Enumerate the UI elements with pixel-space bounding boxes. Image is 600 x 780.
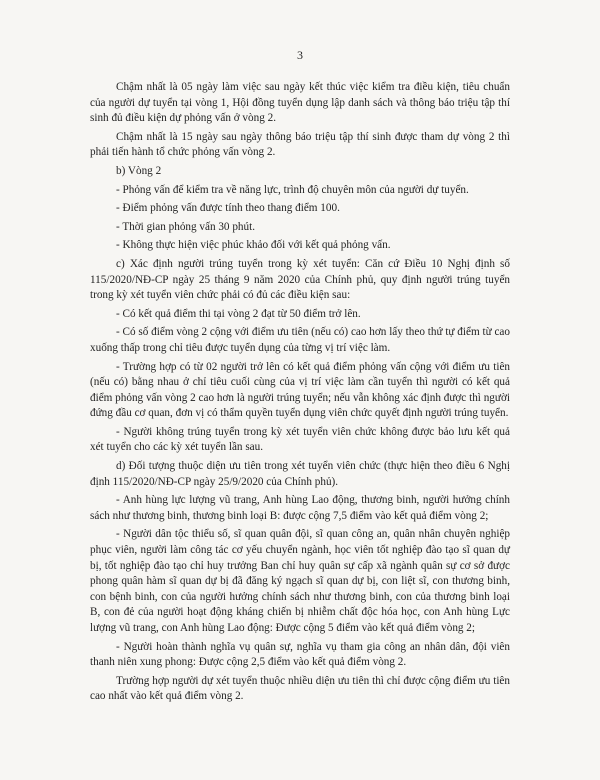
document-body (90, 80, 510, 708)
list-item: - Anh hùng lực lượng vũ trang, Anh hùng Lao động, thương binh, người hưởng chính sách như thương binh, thương binh loại B: được cộng 7,5 điểm vào kết quả điểm vòng 2; (90, 494, 510, 522)
list-item: - Trường hợp có từ 02 người trở lên có kết quả điểm phỏng vấn cộng với điểm ưu tiên (nếu có) bằng nhau ở chỉ tiêu cuối cùng của vị trí việc làm cần tuyển thì người có kết quả điểm phỏng vấn vòng 2 cao hơn là người trúng tuyển; nếu vẫn không xác định được thì người đứng đầu cơ quan, đơn vị có thẩm quyền tuyển dụng viên chức quyết định người trúng tuyển. (90, 360, 510, 420)
list-item: - Người hoàn thành nghĩa vụ quân sự, nghĩa vụ tham gia công an nhân dân, đội viên thanh niên xung phong: Được cộng 2,5 điểm vào kết quả điểm vòng 2. (90, 640, 510, 669)
heading-priority-groups: d) Đối tượng thuộc diện ưu tiên trong xét tuyển viên chức (thực hiện theo điều 6 Nghị định 115/2020/NĐ-CP ngày 25/9/2020 của Chính phủ). (90, 460, 510, 488)
list-item: - Người dân tộc thiểu số, sĩ quan quân đội, sĩ quan công an, quân nhân chuyên nghiệp phục viên, người làm công tác cơ yếu chuyển ngành, học viên tốt nghiệp đào tạo sĩ quan dự bị, tốt nghiệp đào tạo chỉ huy trưởng Ban chỉ huy quân sự cấp xã ngành quân sự cơ sở được phong quân hàm sĩ quan dự bị đã đăng ký ngạch sĩ quan dự bị, con liệt sĩ, con thương binh, con bệnh binh, con của người hưởng chính sách như thương binh, con của thương binh loại B, con đẻ của người hoạt động kháng chiến bị nhiễm chất độc hóa học, con Anh hùng Lực lượng vũ trang, con Anh hùng Lao động: Được cộng 5 điểm vào kết quả điểm vòng 2; (90, 528, 510, 634)
heading-selection-criteria: c) Xác định người trúng tuyển trong kỳ xét tuyển: Căn cứ Điều 10 Nghị định số 115/2020/NĐ-CP ngày 25 tháng 9 năm 2020 của Chính phủ, quy định người trúng tuyển trong kỳ xét tuyển viên chức phải có đủ các điều kiện sau: (90, 257, 510, 302)
paragraph-round1-deadline: Chậm nhất là 05 ngày làm việc sau ngày kết thúc việc kiểm tra điều kiện, tiêu chuẩn của người dự tuyển tại vòng 1, Hội đồng tuyển dụng lập danh sách và thông báo triệu tập thí sinh đủ điều kiện dự phỏng vấn ở vòng 2. (90, 81, 510, 125)
list-item: - Điểm phỏng vấn được tính theo thang điểm 100. (116, 202, 340, 215)
list-item: - Thời gian phỏng vấn 30 phút. (116, 220, 256, 233)
list-item: - Không thực hiện việc phúc khảo đối với kết quả phỏng vấn. (116, 239, 391, 252)
list-item: - Người không trúng tuyển trong kỳ xét tuyển viên chức không được bảo lưu kết quả xét tuyển cho các kỳ xét tuyển lần sau. (90, 425, 510, 454)
heading-round-2: b) Vòng 2 (116, 164, 162, 177)
list-item: - Có kết quả điểm thi tại vòng 2 đạt từ 50 điểm trở lên. (116, 307, 361, 320)
paragraph-round2-deadline: Chậm nhất là 15 ngày sau ngày thông báo triệu tập thí sinh được tham dự vòng 2 thì phải tiến hành tổ chức phỏng vấn vòng 2. (90, 130, 510, 159)
page-number: 3 (297, 48, 303, 62)
list-item: - Phỏng vấn để kiểm tra về năng lực, trình độ chuyên môn của người dự tuyển. (116, 183, 469, 196)
paragraph-multiple-priority: Trường hợp người dự xét tuyển thuộc nhiều diện ưu tiên thì chỉ được cộng điểm ưu tiên cao nhất vào kết quả điểm vòng 2. (90, 674, 510, 703)
list-item: - Có số điểm vòng 2 cộng với điểm ưu tiên (nếu có) cao hơn lấy theo thứ tự điểm từ cao xuống thấp trong chỉ tiêu được tuyển dụng của từng vị trí việc làm. (90, 326, 510, 354)
